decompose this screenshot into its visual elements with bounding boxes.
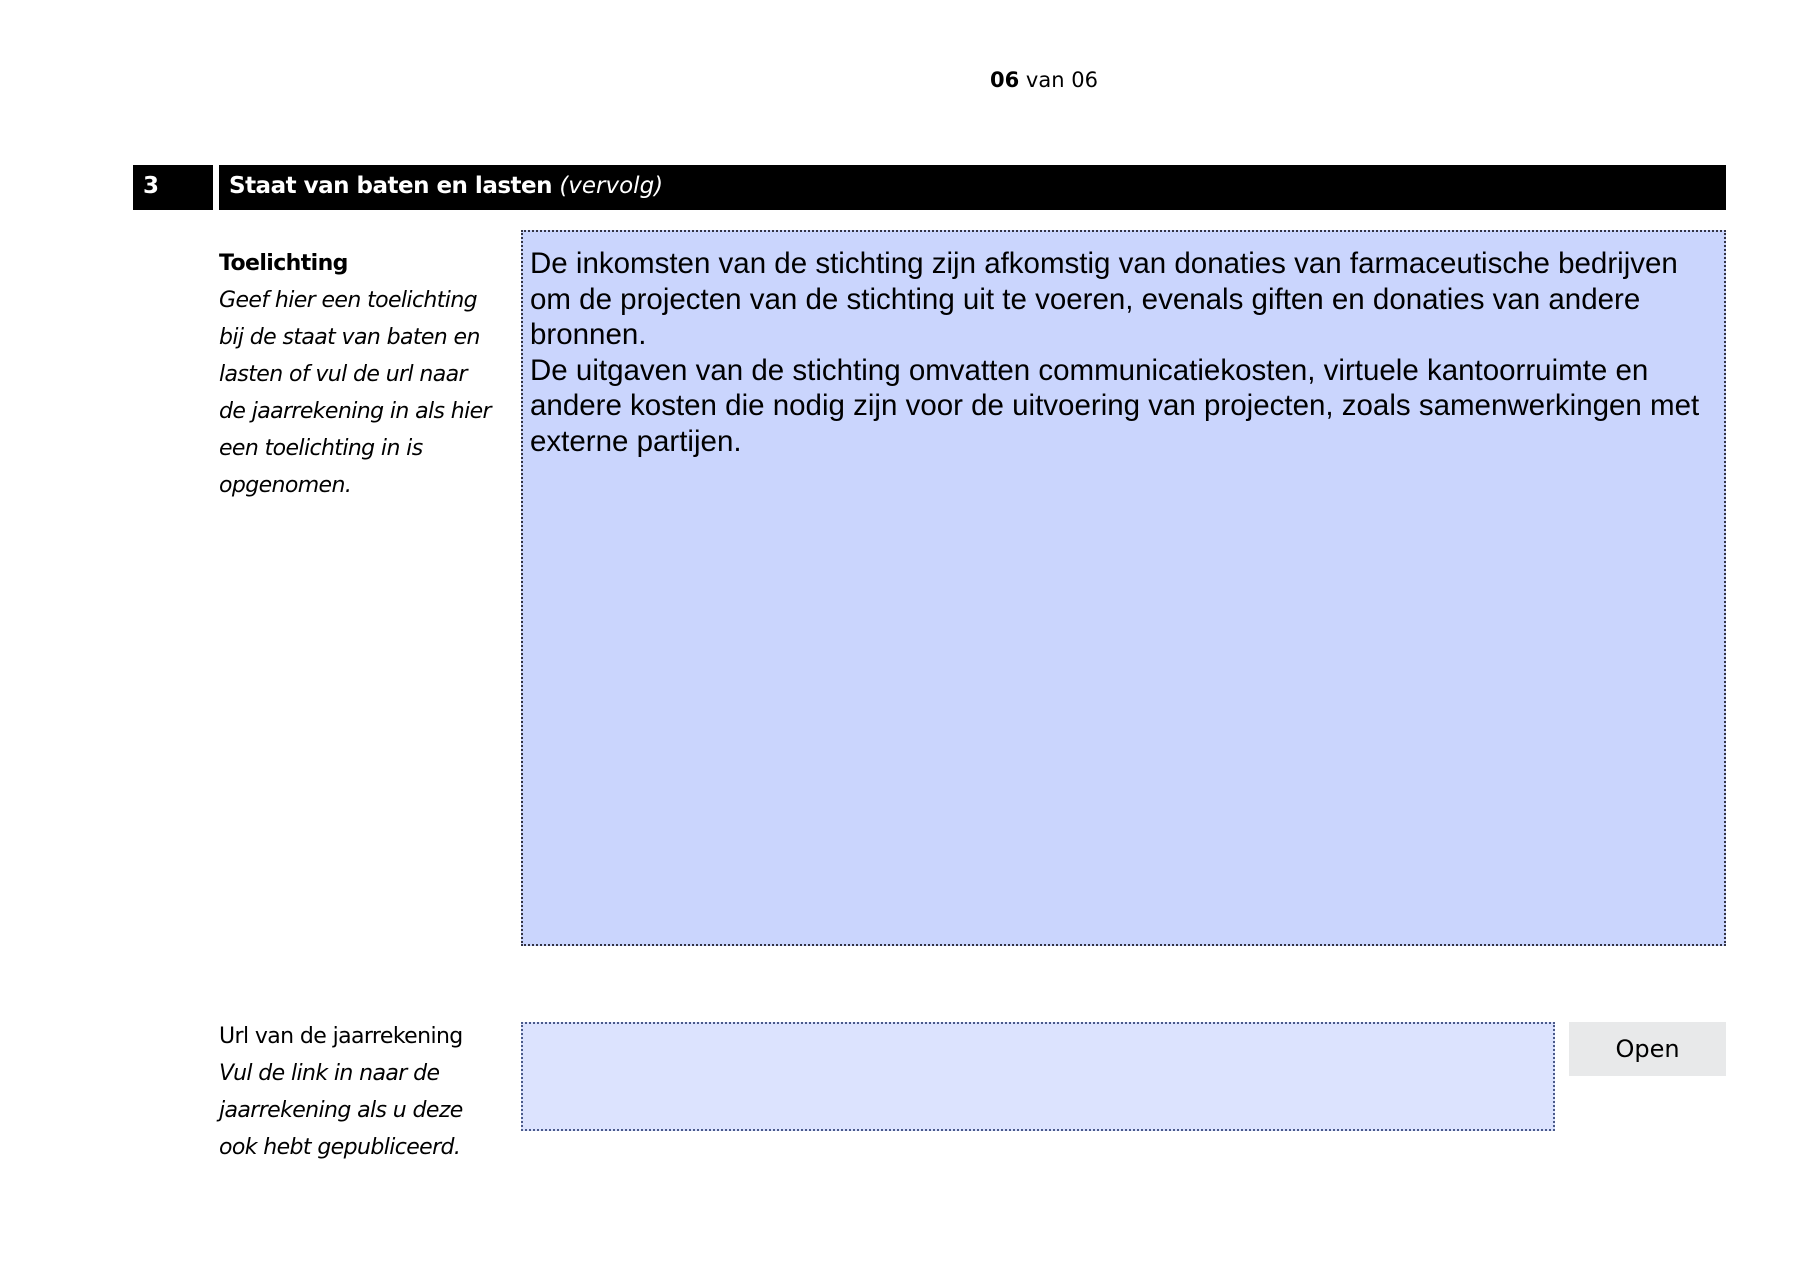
section-number: 3 — [133, 165, 213, 210]
page-current: 06 — [990, 68, 1020, 92]
section-title-main: Staat van baten en lasten — [229, 173, 552, 199]
page-total: 06 — [1071, 68, 1098, 92]
toelichting-label: Toelichting — [219, 251, 348, 276]
toelichting-help: Geef hier een toelichting bij de staat van baten en lasten of vul de url naar de jaarrekening in als hier een toelichting in is opgenomen. — [219, 288, 491, 498]
toelichting-label-block — [219, 245, 509, 504]
section-title — [219, 165, 1726, 210]
toelichting-textarea[interactable]: De inkomsten van de stichting zijn afkomstig van donaties van farmaceutische bedrijven om de projecten van de stichting uit te voeren, evenals giften en donaties van andere bronnen. De uitgaven van de stichting omvatten communicatiekosten, virtuele kantoorruimte en andere kosten die nodig zijn voor de uitvoering van projecten, zoals samenwerkingen met externe partijen. — [521, 230, 1726, 946]
url-help: Vul de link in naar de jaarrekening als u deze ook hebt gepubliceerd. — [219, 1061, 463, 1160]
url-label: Url van de jaarrekening — [219, 1024, 463, 1049]
page-indicator — [990, 68, 1098, 92]
page-separator: van — [1025, 68, 1065, 92]
section-title-subtitle: (vervolg) — [559, 173, 664, 199]
open-button[interactable]: Open — [1569, 1022, 1726, 1076]
url-label-block — [219, 1018, 509, 1166]
section-header — [133, 165, 1726, 210]
url-input[interactable] — [521, 1022, 1555, 1131]
